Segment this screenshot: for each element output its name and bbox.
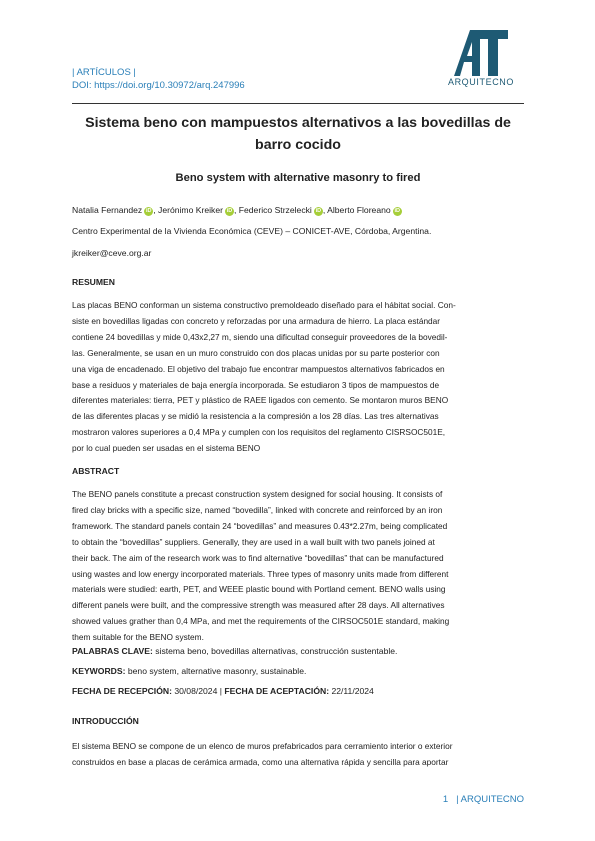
- orcid-icon[interactable]: iD: [145, 208, 152, 214]
- doi-link[interactable]: DOI: https://doi.org/10.30972/arq.247996: [72, 80, 245, 91]
- article-title-line-1: Sistema beno con mampuestos alternativos a las bovedillas de: [85, 115, 511, 131]
- author-name[interactable]: Jerónimo Kreiker: [158, 205, 223, 215]
- author-name[interactable]: Alberto Floreano: [327, 205, 391, 215]
- intro-line: construidos en base a placas de cerámica armada, como una alternativa rápida y sencilla para aportar: [72, 756, 449, 767]
- resumen-line: contiene 24 bovedillas y mide 0,43x2,27 m, siendo una dificultad conseguir proveedores de la bovedil-: [72, 331, 448, 342]
- article-title-line-2: barro cocido: [255, 137, 341, 153]
- keywords: [72, 666, 306, 676]
- abstract-line: materials were studied: earth, PET, and WEEE plastic bound with Portland cement. BENO walls using: [72, 584, 446, 595]
- palabras-clave-label: PALABRAS CLAVE:: [72, 646, 153, 656]
- abstract-line: to obtain the “bovedillas” suppliers. Generally, they are used in a wall built with two panels joined at: [72, 536, 435, 547]
- author-name[interactable]: Natalia Fernandez: [72, 205, 143, 215]
- article-title-es: [72, 112, 524, 156]
- resumen-line: una viga de encadenado. El objetivo del trabajo fue encontrar mampuestos alternativos fabricados en: [72, 363, 445, 374]
- palabras-clave-value: sistema beno, bovedillas alternativas, construcción sustentable.: [152, 646, 398, 656]
- keywords-label: KEYWORDS:: [72, 666, 126, 676]
- orcid-icon[interactable]: iD: [394, 208, 400, 214]
- resumen-line: mostraron valores superiores a 0,4 MPa y cumplen con los requisitos del reglamento CISRSOC501E,: [72, 427, 446, 438]
- page-footer: [72, 794, 524, 805]
- section-label: | ARTÍCULOS |: [72, 67, 136, 78]
- header-divider: [72, 103, 524, 104]
- abstract-line: fired clay bricks with a specific size, named “bovedilla”, linked with concrete and reinforced by an iron: [72, 504, 443, 515]
- accepted-label: FECHA DE ACEPTACIÓN:: [224, 686, 330, 696]
- contact-email[interactable]: jkreiker@ceve.org.ar: [72, 248, 152, 258]
- affiliation: Centro Experimental de la Vivienda Económica (CEVE) – CONICET-AVE, Córdoba, Argentina.: [72, 226, 432, 236]
- orcid-icon[interactable]: iD: [226, 208, 233, 214]
- author-separator: ,: [153, 205, 159, 215]
- orcid-icon[interactable]: iD: [315, 208, 322, 214]
- dates-line: [72, 686, 374, 696]
- accepted-value: 22/11/2024: [329, 686, 374, 696]
- intro-line: El sistema BENO se compone de un elenco de muros prefabricados para cerramiento interior o exterior: [72, 741, 453, 751]
- received-label: FECHA DE RECEPCIÓN:: [72, 686, 172, 696]
- intro-body: [72, 739, 524, 771]
- palabras-clave: [72, 646, 397, 656]
- footer-journal: | ARQUITECNO: [456, 794, 524, 805]
- abstract-line: showed values grather than 0,4 MPa, and met the requirements of the CIRSOC501E standard, making: [72, 616, 450, 627]
- resumen-line: las. Generalmente, se usan en un muro construido con dos placas unidas por su parte posterior con: [72, 347, 440, 358]
- article-title-en: Beno system with alternative masonry to fired: [175, 172, 421, 184]
- resumen-line: Las placas BENO conforman un sistema constructivo premoldeado diseñado para el hábitat social. Con-: [72, 300, 456, 310]
- resumen-line: de las diferentes placas y se midió la resistencia a la compresión a los 28 días. Las tres alternativas: [72, 411, 439, 422]
- at-logo-icon: [440, 26, 522, 78]
- abstract-line: their back. The aim of the research work was to find alternative “bovedillas” that can be manufactured: [72, 552, 444, 563]
- abstract-line: them suitable for the BENO system.: [72, 632, 204, 643]
- author-name[interactable]: Federico Strzelecki: [238, 205, 312, 215]
- abstract-body: [72, 487, 524, 646]
- abstract-line: different panels were built, and the compressive strength was measured after 28 days. All alternatives: [72, 600, 445, 611]
- resumen-line: diferentes materiales: tierra, PET y plástico de RAEE ligados con cemento. Se montaron muros BENO: [72, 395, 449, 406]
- abstract-heading: ABSTRACT: [72, 466, 120, 476]
- abstract-line: The BENO panels constitute a precast construction system designed for social housing. It consists of: [72, 489, 443, 499]
- author-separator: ,: [233, 205, 239, 215]
- resumen-heading: RESUMEN: [72, 277, 115, 287]
- resumen-line: por lo cual pueden ser usadas en el sistema BENO: [72, 443, 261, 454]
- author-list: [72, 205, 402, 216]
- resumen-line: base a residuos y materiales de baja energía incorporada. Se estudiaron 3 tipos de mampuestos de: [72, 379, 440, 390]
- journal-logo-word: ARQUITECNO: [447, 77, 514, 87]
- author-separator: ,: [322, 205, 328, 215]
- abstract-line: framework. The standard panels contain 24 “bovedillas” and measures 0.43*2.27m, being complicated: [72, 520, 448, 531]
- intro-heading: INTRODUCCIÓN: [72, 716, 139, 726]
- received-value: 30/08/2024 |: [171, 686, 225, 696]
- abstract-line: using wastes and low energy incorporated materials. Three types of masonry units made from different: [72, 568, 449, 579]
- resumen-body: [72, 298, 524, 457]
- resumen-line: siste en bovedillas ligadas con concreto y reforzadas por una armadura de hierro. La placa estándar: [72, 315, 441, 326]
- page-number: 1: [442, 794, 449, 805]
- keywords-value: beno system, alternative masonry, sustainable.: [125, 666, 307, 676]
